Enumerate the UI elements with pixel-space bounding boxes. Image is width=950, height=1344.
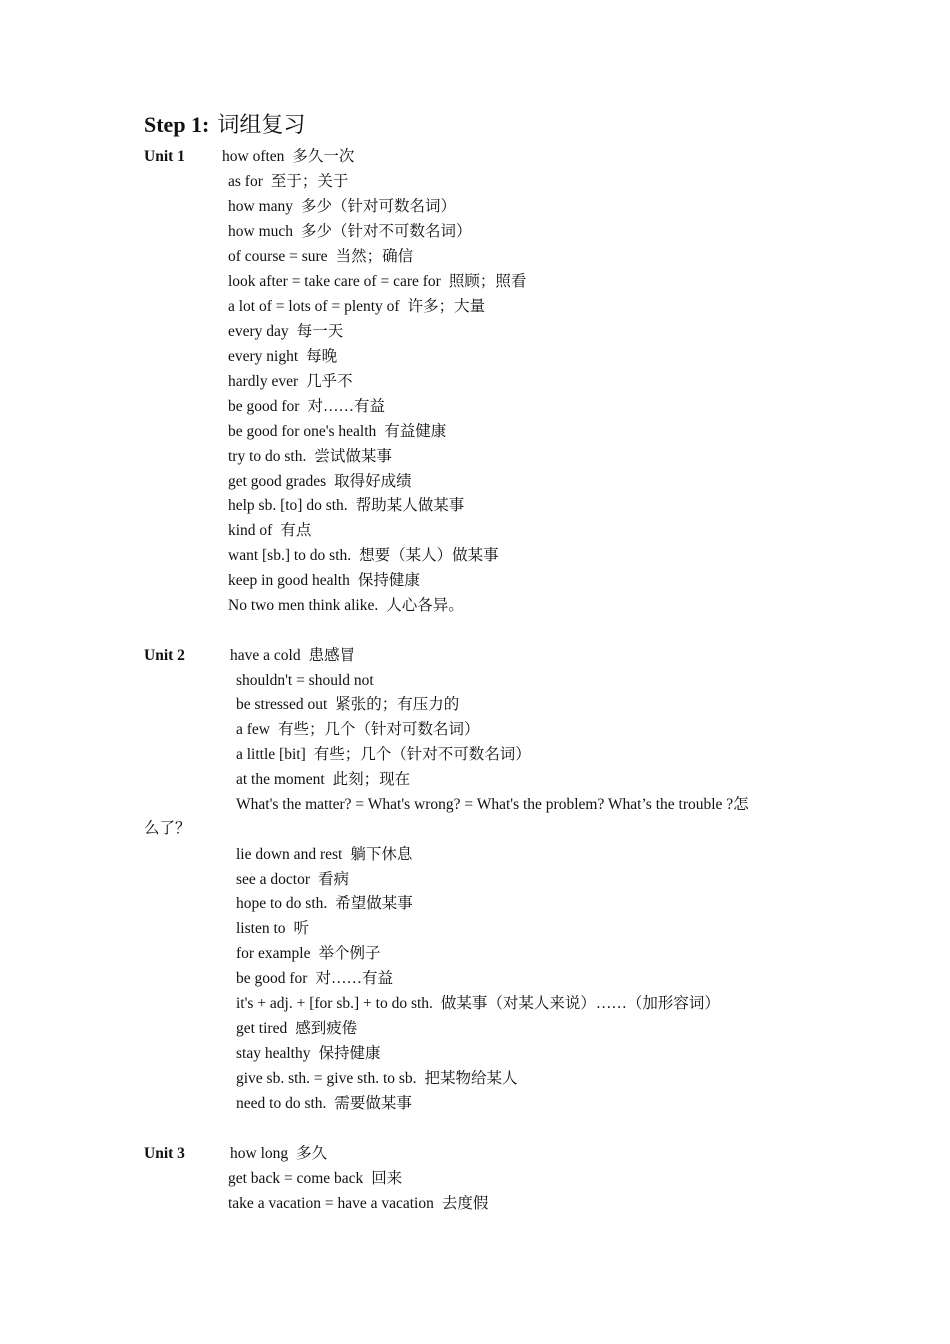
phrase-entry (236, 669, 382, 693)
phrase-cn: 去度假 (441, 1195, 489, 1212)
phrase-entry (236, 868, 349, 892)
phrase-entry (228, 1167, 402, 1191)
phrase-en: listen to (236, 920, 286, 937)
phrase-en: give sb. sth. = give sth. to sb. (236, 1070, 417, 1087)
phrase-cn: 保持健康 (318, 1045, 381, 1062)
phrase-en: how often (222, 148, 285, 165)
phrase-cn: 许多；大量 (407, 298, 486, 315)
phrase-entry (236, 693, 459, 717)
phrase-en: be good for (236, 970, 308, 987)
phrase-entry (236, 892, 413, 916)
phrase-en: hope to do sth. (236, 895, 328, 912)
phrase-entry (228, 195, 456, 219)
phrase-en: kind of (228, 522, 273, 539)
phrase-en: shouldn't = should not (236, 672, 374, 689)
phrase-en: get back = come back (228, 1170, 364, 1187)
phrase-entry (228, 395, 385, 419)
phrase-entry (228, 370, 353, 394)
phrase-en: need to do sth. (236, 1095, 327, 1112)
phrase-en: stay healthy (236, 1045, 311, 1062)
phrase-entry (228, 519, 311, 543)
phrase-entry (236, 992, 720, 1016)
phrase-en: a few (236, 721, 270, 738)
phrase-entry (228, 494, 464, 518)
phrase-entry (228, 295, 485, 319)
heading-title: 词组复习 (217, 112, 306, 137)
phrase-cn: 患感冒 (308, 647, 356, 664)
phrase-entry (228, 270, 526, 294)
phrase-cn: 保持健康 (357, 572, 420, 589)
phrase-entry (228, 170, 348, 194)
phrase-cn: 需要做某事 (334, 1095, 412, 1112)
phrase-en: a lot of = lots of = plenty of (228, 298, 400, 315)
phrase-entry (236, 1067, 518, 1091)
phrase-entry (236, 793, 749, 817)
phrase-en: every night (228, 348, 299, 365)
phrase-entry (228, 245, 413, 269)
phrase-en: No two men think alike. (228, 597, 379, 614)
phrase-cn: 每一天 (296, 323, 344, 340)
page-heading (144, 110, 305, 140)
phrase-cn: 对……有益 (315, 970, 393, 987)
phrase-entry (228, 544, 499, 568)
phrase-entry (236, 1092, 412, 1116)
phrase-entry (236, 917, 309, 941)
phrase-en: at the moment (236, 771, 325, 788)
phrase-entry (228, 445, 392, 469)
phrase-cn: 听 (293, 920, 310, 937)
phrase-en: be good for one's health (228, 423, 377, 440)
phrase-cn: 多久一次 (292, 148, 355, 165)
phrase-en: try to do sth. (228, 448, 307, 465)
phrase-en: look after = take care of = care for (228, 273, 441, 290)
phrase-entry (228, 1192, 488, 1216)
phrase-entry (236, 1017, 357, 1041)
phrase-cn: 有点 (280, 522, 312, 539)
phrase-cn: 感到疲倦 (295, 1020, 358, 1037)
unit-3-label: Unit 3 (144, 1145, 185, 1162)
phrase-cn: 对……有益 (307, 398, 385, 415)
phrase-en: how many (228, 198, 294, 215)
phrase-entry (236, 1042, 380, 1066)
phrase-cn: 取得好成绩 (334, 473, 412, 490)
unit-1-label: Unit 1 (144, 148, 185, 165)
unit-2-label: Unit 2 (144, 647, 185, 664)
phrase-cn: 想要（某人）做某事 (359, 547, 499, 564)
phrase-en: see a doctor (236, 871, 311, 888)
phrase-cn: 至于；关于 (270, 173, 349, 190)
phrase-en: have a cold (230, 647, 301, 664)
heading-step: Step 1: (144, 112, 210, 137)
phrase-cn: 多久 (296, 1145, 328, 1162)
phrase-entry (230, 1142, 327, 1166)
phrase-cn: 人心各异。 (386, 597, 464, 614)
phrase-en: lie down and rest (236, 846, 343, 863)
phrase-en: every day (228, 323, 289, 340)
phrase-cn: 紧张的；有压力的 (335, 696, 460, 713)
phrase-entry (236, 718, 480, 742)
phrase-cn: 有些；几个（针对可数名词） (278, 721, 480, 738)
phrase-cn: 把某物给某人 (424, 1070, 518, 1087)
phrase-en: how much (228, 223, 294, 240)
phrase-cn: 尝试做某事 (314, 448, 392, 465)
phrase-cn: 当然；确信 (335, 248, 414, 265)
phrase-entry (228, 420, 446, 444)
phrase-cn: 希望做某事 (335, 895, 413, 912)
phrase-cn: 有些；几个（针对不可数名词） (313, 746, 531, 763)
phrase-en: how long (230, 1145, 289, 1162)
phrase-entry (230, 644, 355, 668)
phrase-cn: 回来 (371, 1170, 403, 1187)
phrase-en: be stressed out (236, 696, 328, 713)
phrase-en: get good grades (228, 473, 327, 490)
phrase-en: help sb. [to] do sth. (228, 497, 348, 514)
phrase-entry (236, 743, 531, 767)
phrase-cn: 照顾；照看 (448, 273, 527, 290)
wrapped-line-tail: 么了？ (144, 820, 191, 837)
phrase-cn: 看病 (318, 871, 350, 888)
phrase-entry (222, 145, 354, 169)
phrase-en: it's + adj. + [for sb.] + to do sth. (236, 995, 433, 1012)
phrase-en: for example (236, 945, 311, 962)
phrase-en: be good for (228, 398, 300, 415)
phrase-entry (228, 569, 420, 593)
phrase-entry (228, 470, 412, 494)
phrase-cn: 帮助某人做某事 (355, 497, 465, 514)
phrase-entry (236, 967, 393, 991)
phrase-cn: 有益健康 (384, 423, 447, 440)
phrase-cn: 几乎不 (306, 373, 353, 390)
phrase-cn: 多少（针对可数名词） (301, 198, 457, 215)
phrase-en: What's the matter? = What's wrong? = What's the problem? What’s the trouble ?怎 (236, 796, 749, 813)
phrase-cn: 做某事（对某人来说）……（加形容词） (440, 995, 720, 1012)
phrase-entry (228, 594, 464, 618)
phrase-entry (236, 942, 380, 966)
phrase-entry (228, 320, 343, 344)
phrase-cn: 每晚 (306, 348, 338, 365)
phrase-entry (228, 220, 472, 244)
phrase-entry (228, 345, 337, 369)
phrase-cn: 躺下休息 (350, 846, 413, 863)
phrase-en: as for (228, 173, 263, 190)
phrase-cn: 多少（针对不可数名词） (301, 223, 472, 240)
phrase-en: a little [bit] (236, 746, 306, 763)
phrase-cn: 举个例子 (318, 945, 381, 962)
phrase-entry (236, 843, 412, 867)
phrase-en: take a vacation = have a vacation (228, 1195, 434, 1212)
phrase-en: get tired (236, 1020, 288, 1037)
phrase-en: hardly ever (228, 373, 299, 390)
phrase-en: keep in good health (228, 572, 350, 589)
phrase-en: want [sb.] to do sth. (228, 547, 352, 564)
phrase-en: of course = sure (228, 248, 328, 265)
phrase-entry (236, 768, 410, 792)
phrase-cn: 此刻；现在 (332, 771, 411, 788)
